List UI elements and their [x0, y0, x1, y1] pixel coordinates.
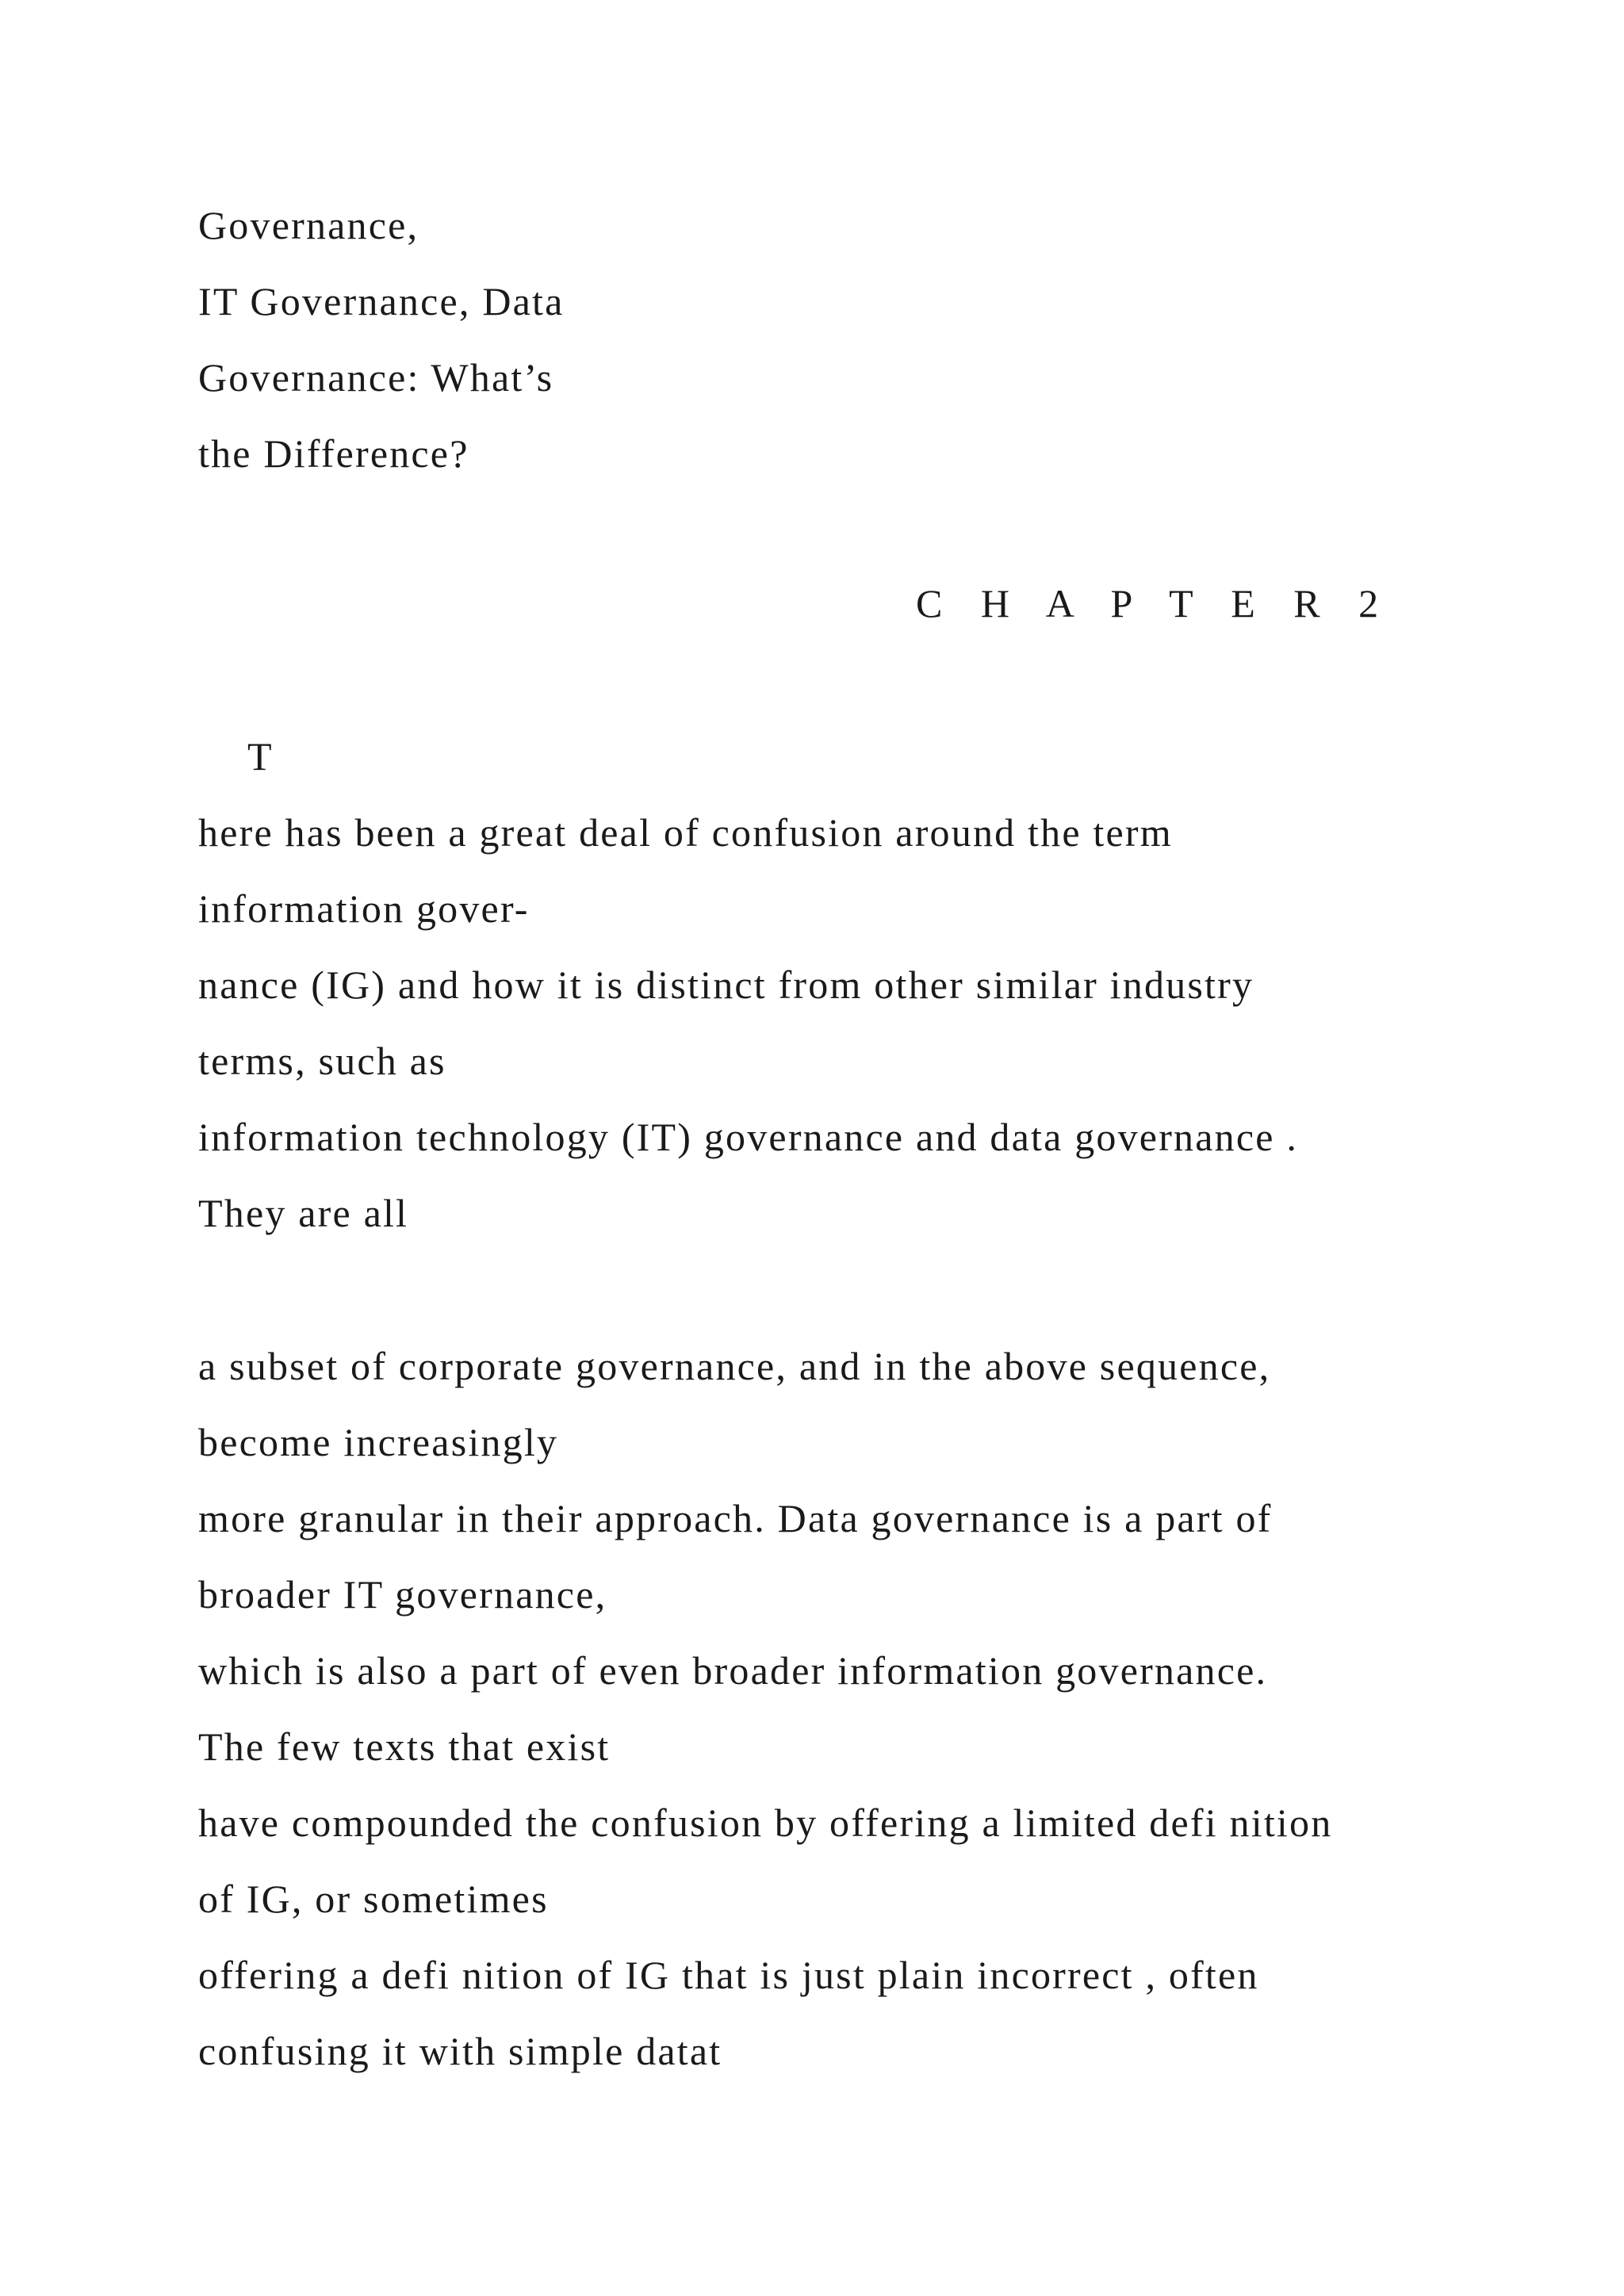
body-line-3: nance (IG) and how it is distinct from other similar industry [198, 962, 1254, 1007]
body-line-15: offering a defi nition of IG that is just plain incorrect , often [198, 1953, 1259, 1997]
body-line-16: confusing it with simple datat [198, 2029, 722, 2073]
body-line-9: more granular in their approach. Data governance is a part of [198, 1496, 1273, 1540]
body-line-8: become increasingly [198, 1420, 559, 1464]
chapter-label: C H A P T E R 2 [916, 581, 1393, 626]
body-line-6: They are all [198, 1191, 409, 1235]
title-line-4: the Difference? [198, 431, 469, 476]
body-line-12: The few texts that exist [198, 1724, 611, 1769]
body-line-1: here has been a great deal of confusion around the term [198, 810, 1173, 855]
body-line-4: terms, such as [198, 1039, 446, 1083]
drop-cap: T [247, 734, 272, 779]
title-line-1: Governance, [198, 203, 419, 247]
body-line-5: information technology (IT) governance and data governance . [198, 1115, 1299, 1159]
body-line-14: of IG, or sometimes [198, 1877, 549, 1921]
title-line-2: IT Governance, Data [198, 279, 565, 323]
body-line-7: a subset of corporate governance, and in the above sequence, [198, 1344, 1271, 1388]
body-line-2: information gover- [198, 886, 530, 931]
body-line-10: broader IT governance, [198, 1572, 607, 1617]
body-line-13: have compounded the confusion by offering a limited defi nition [198, 1800, 1333, 1845]
body-line-11: which is also a part of even broader information governance. [198, 1648, 1268, 1693]
title-line-3: Governance: What’s [198, 355, 554, 400]
